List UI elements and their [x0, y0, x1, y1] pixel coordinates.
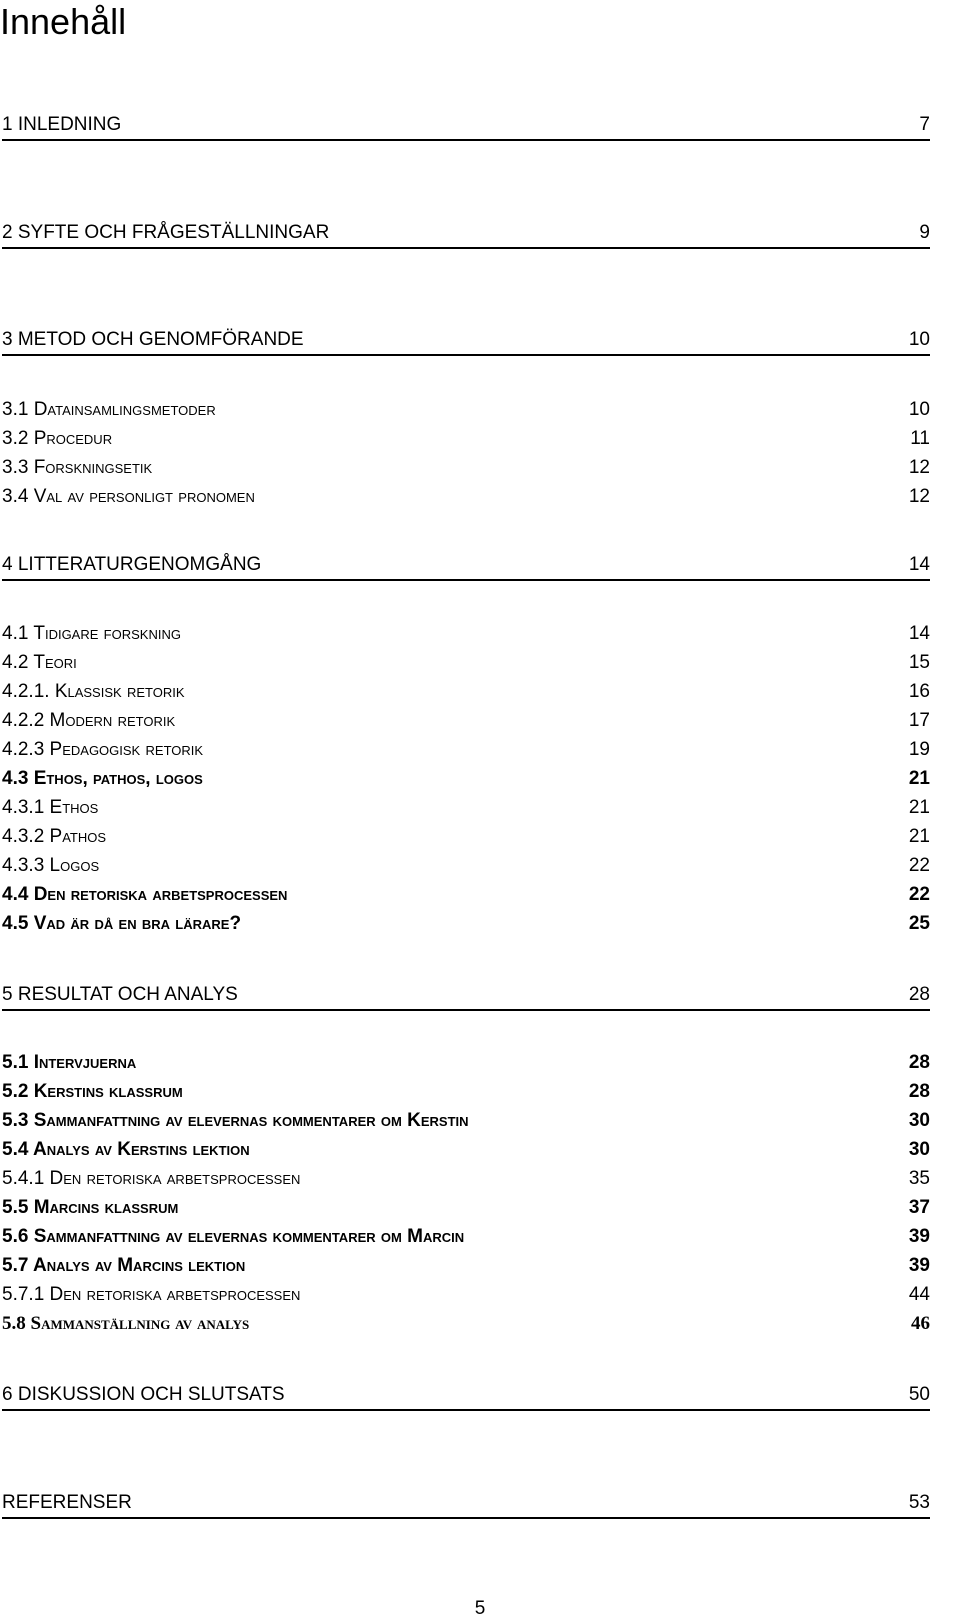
toc-entry-page: 21 — [908, 797, 930, 818]
toc-entry-label: 4.2.1. Klassisk retorik — [2, 681, 185, 702]
toc-entry-3-4[interactable] — [2, 485, 930, 509]
toc-entry-page: 19 — [908, 739, 930, 760]
toc-entry-referenser[interactable] — [2, 1491, 930, 1519]
toc-entry-4-3[interactable] — [2, 767, 930, 791]
toc-entry-4-1[interactable] — [2, 622, 930, 646]
toc-entry-label: 4.3.1 Ethos — [2, 797, 99, 818]
toc-entry-5-3[interactable] — [2, 1109, 930, 1133]
toc-entry-label: 2 SYFTE OCH FRÅGESTÄLLNINGAR — [2, 222, 330, 243]
toc-entry-2-syfte[interactable] — [2, 221, 930, 249]
toc-entry-label: 4.3 Ethos, pathos, logos — [2, 768, 203, 789]
toc-entry-page: 15 — [908, 652, 930, 673]
toc-entry-page: 50 — [908, 1384, 930, 1405]
toc-entry-label: 3.4 Val av personligt pronomen — [2, 486, 255, 507]
toc-entry-label: 5.7.1 Den retoriska arbetsprocessen — [2, 1284, 301, 1305]
toc-entry-label: 5.4 Analys av Kerstins lektion — [2, 1139, 250, 1160]
toc-entry-label: 4.3.2 Pathos — [2, 826, 107, 847]
toc-entry-page: 22 — [908, 884, 930, 905]
toc-entry-label: 3.2 Procedur — [2, 428, 113, 449]
toc-entry-label: 5 RESULTAT OCH ANALYS — [2, 984, 238, 1005]
toc-entry-page: 12 — [908, 457, 930, 478]
toc-entry-page: 30 — [908, 1139, 930, 1160]
toc-entry-4-3-3[interactable] — [2, 854, 930, 878]
toc-entry-page: 35 — [908, 1168, 930, 1189]
toc-entry-4-5[interactable] — [2, 912, 930, 936]
toc-entry-label: 6 DISKUSSION OCH SLUTSATS — [2, 1384, 285, 1405]
toc-entry-label: 5.1 Intervjuerna — [2, 1052, 137, 1073]
toc-entry-label: 4 LITTERATURGENOMGÅNG — [2, 554, 262, 575]
toc-entry-label: 5.6 Sammanfattning av elevernas kommentarer om Marcin — [2, 1226, 465, 1247]
page-number: 5 — [474, 1598, 486, 1619]
toc-entry-5-1[interactable] — [2, 1051, 930, 1075]
toc-entry-page: 21 — [908, 826, 930, 847]
toc-entry-label: 3.3 Forskningsetik — [2, 457, 153, 478]
toc-entry-page: 16 — [908, 681, 930, 702]
toc-entry-label: 5.4.1 Den retoriska arbetsprocessen — [2, 1168, 301, 1189]
toc-entry-label: 4.2.2 Modern retorik — [2, 710, 176, 731]
toc-entry-5-8[interactable] — [2, 1312, 930, 1336]
toc-entry-5-resultat[interactable] — [2, 983, 930, 1011]
toc-entry-5-7-1[interactable] — [2, 1283, 930, 1307]
toc-entry-page: 44 — [908, 1284, 930, 1305]
toc-entry-label: 4.1 Tidigare forskning — [2, 623, 181, 644]
toc-entry-page: 28 — [908, 1081, 930, 1102]
toc-entry-3-1[interactable] — [2, 398, 930, 422]
toc-entry-label: 4.2 Teori — [2, 652, 77, 673]
toc-entry-4-litteratur[interactable] — [2, 553, 930, 581]
toc-entry-5-5[interactable] — [2, 1196, 930, 1220]
toc-entry-page: 46 — [911, 1313, 930, 1334]
page-title: Innehåll — [0, 1, 127, 42]
toc-entry-page: 10 — [908, 329, 930, 350]
toc-entry-page: 11 — [910, 428, 930, 449]
toc-entry-page: 14 — [908, 623, 930, 644]
toc-entry-page: 9 — [919, 222, 930, 243]
toc-entry-label: 4.5 Vad är då en bra lärare? — [2, 913, 242, 934]
toc-entry-page: 7 — [919, 114, 930, 135]
toc-entry-page: 25 — [908, 913, 930, 934]
toc-entry-4-3-1[interactable] — [2, 796, 930, 820]
toc-entry-page: 12 — [908, 486, 930, 507]
toc-entry-label: 5.2 Kerstins klassrum — [2, 1081, 183, 1102]
toc-entry-4-4[interactable] — [2, 883, 930, 907]
toc-entry-4-2[interactable] — [2, 651, 930, 675]
toc-entry-page: 22 — [908, 855, 930, 876]
toc-entry-3-3[interactable] — [2, 456, 930, 480]
toc-entry-label: 1 INLEDNING — [2, 114, 122, 135]
toc-entry-page: 17 — [908, 710, 930, 731]
toc-entry-page: 39 — [908, 1255, 930, 1276]
toc-entry-page: 21 — [908, 768, 930, 789]
toc-entry-page: 28 — [908, 984, 930, 1005]
toc-entry-label: 4.2.3 Pedagogisk retorik — [2, 739, 204, 760]
toc-entry-label: 3 METOD OCH GENOMFÖRANDE — [2, 329, 304, 350]
toc-entry-6-diskussion[interactable] — [2, 1383, 930, 1411]
toc-entry-page: 37 — [908, 1197, 930, 1218]
toc-entry-label: 5.5 Marcins klassrum — [2, 1197, 179, 1218]
toc-entry-page: 10 — [908, 399, 930, 420]
toc-entry-5-2[interactable] — [2, 1080, 930, 1104]
toc-entry-5-7[interactable] — [2, 1254, 930, 1278]
toc-entry-page: 30 — [908, 1110, 930, 1131]
toc-entry-page: 53 — [908, 1492, 930, 1513]
toc-entry-label: 4.3.3 Logos — [2, 855, 100, 876]
toc-entry-label: 5.8 Sammanställning av analys — [2, 1313, 250, 1334]
toc-entry-label: 3.1 Datainsamlingsmetoder — [2, 399, 216, 420]
toc-entry-1-inledning[interactable] — [2, 113, 930, 141]
toc-entry-4-2-2[interactable] — [2, 709, 930, 733]
toc-entry-5-4-1[interactable] — [2, 1167, 930, 1191]
toc-entry-3-metod[interactable] — [2, 328, 930, 356]
toc-entry-5-4[interactable] — [2, 1138, 930, 1162]
toc-entry-4-2-1[interactable] — [2, 680, 930, 704]
toc-entry-page: 28 — [908, 1052, 930, 1073]
toc-entry-4-2-3[interactable] — [2, 738, 930, 762]
toc-entry-4-3-2[interactable] — [2, 825, 930, 849]
toc-entry-label: 5.3 Sammanfattning av elevernas kommentarer om Kerstin — [2, 1110, 469, 1131]
toc-entry-label: 5.7 Analys av Marcins lektion — [2, 1255, 246, 1276]
toc-entry-label: 4.4 Den retoriska arbetsprocessen — [2, 884, 288, 905]
toc-entry-page: 14 — [908, 554, 930, 575]
toc-entry-page: 39 — [908, 1226, 930, 1247]
toc-entry-label: REFERENSER — [2, 1492, 132, 1513]
toc-entry-5-6[interactable] — [2, 1225, 930, 1249]
toc-entry-3-2[interactable] — [2, 427, 930, 451]
